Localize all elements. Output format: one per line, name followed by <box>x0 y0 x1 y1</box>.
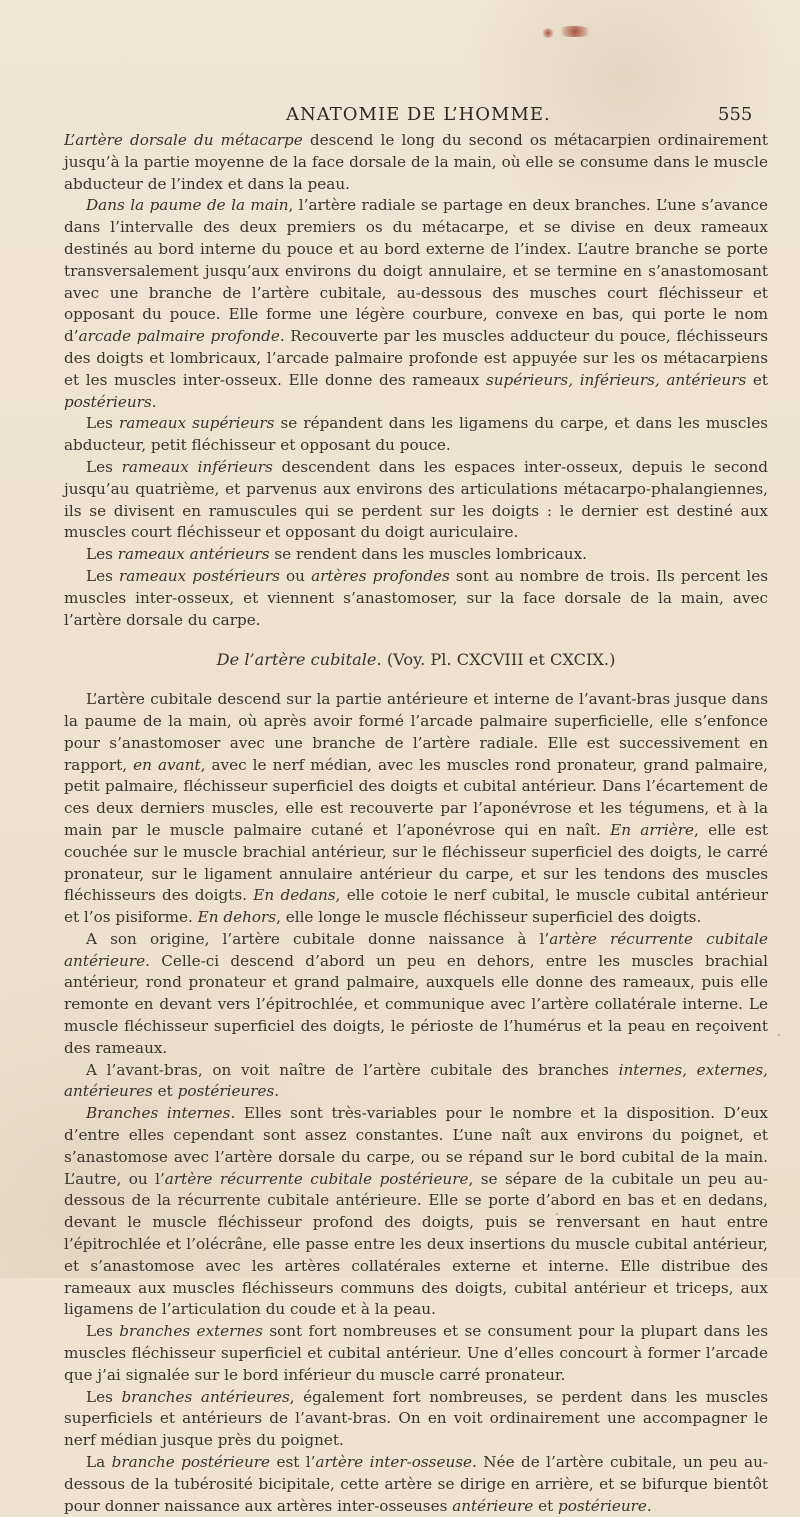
text-run: , l’artère radiale se partage en deux branches. L’une s’avance dans l’intervalle des deux premiers os du métacarpe, et se divise en deux rameaux destinés au bord interne du pouce et au bord externe de l’index. L’autre branche se porte transversalement jusqu’aux environs du doigt annulaire, et se termine en s’anastomosant avec une branche de l’artère cubitale, au-dessous des musches court fléchisseur et opposant du pouce. Elle forme une légère courbure, convexe en bas, qui porte le nom d’ <box>64 196 768 346</box>
text-run: . Elles sont très-variables pour le nombre et la disposition. D’eux d’entre elles cependant sont assez constantes. L’une naît aux environs du poignet, et s’anastomose avec l’artère dorsale du carpe, ou se répand sur le bord cubital de la main. L’autre, ou l’ <box>64 1104 768 1188</box>
paragraph <box>64 1452 768 1517</box>
paragraph <box>64 457 768 544</box>
italic-text: artères profondes <box>311 566 450 585</box>
text-run: Les <box>86 457 122 476</box>
text-run: , avec le nerf médian, avec les muscles rond pronateur, grand palmaire, petit palmaire, fléchisseur superficiel des doigts et cubital antérieur. Dans l’écartement de ces deux derniers muscles, elle est recouverte par l’aponévrose et les tégumens, et à la main par le muscle palmaire cutané et l’aponévrose qui en naît. <box>64 755 769 839</box>
text-run: et <box>746 370 769 389</box>
italic-text: arcade palmaire profonde <box>78 327 280 346</box>
text-run: se rendent dans les muscles lombricaux. <box>269 545 587 564</box>
italic-text: branche postérieure <box>111 1453 271 1472</box>
paragraph <box>64 1103 768 1321</box>
paragraph <box>64 195 768 413</box>
text-run: , se sépare de la cubitale un peu au-dessous de la récurrente cubitale antérieure. Elle se porte d’abord en bas et en dedans, devant le muscle fléchisseur profond des doigts, puis se renversant en haut entre l’épitrochlée et l’olécrâne, elle passe entre les deux insertions du muscle cubital antérieur, et s’anastomose avec les artères collatérales externe et interne. Elle distribue des rameaux aux muscles fléchisseurs communs des doigts, cubital antérieur et triceps, aux ligamens de l’articulation du coude et à la peau. <box>64 1169 768 1319</box>
italic-text: rameaux postérieurs <box>118 566 280 585</box>
text-run: Les <box>86 1387 122 1406</box>
italic-text: postérieures <box>177 1082 275 1101</box>
italic-text: antérieure <box>452 1496 534 1515</box>
paragraph <box>64 689 768 929</box>
text-run: Les <box>86 414 119 433</box>
text-run: sont au nombre de trois. Ils percent les muscles inter-osseux, et viennent s’anastomoser, sur la face dorsale de la main, avec l’artère dorsale du carpe. <box>64 566 769 629</box>
text-run: descend le long du second os métacarpien ordinairement jusqu’à la partie moyenne de la face dorsale de la main, où elle se consume dans le muscle abducteur de l’index et dans la peau. <box>64 131 769 193</box>
paragraph <box>64 544 768 566</box>
text-run: . Recouverte par les muscles adducteur du pouce, fléchisseurs des doigts et lombricaux, l’arcade palmaire profonde est appuyée sur les os métacarpiens et les muscles inter-osseux. Elle donne des rameaux <box>64 327 768 389</box>
text-run: , elle cotoie le nerf cubital, le muscle cubital antérieur et l’os pisiforme. <box>64 886 768 927</box>
italic-text: L’artère dorsale du métacarpe <box>64 131 303 149</box>
running-head: ANATOMIE DE L’HOMME. <box>286 104 551 125</box>
italic-text: En arrière <box>610 820 694 839</box>
italic-text: artère inter-osseuse <box>315 1453 473 1472</box>
italic-text: rameaux antérieurs <box>117 545 270 564</box>
text-run: L’artère cubitale descend sur la partie antérieure et interne de l’avant-bras jusque dans la paume de la main, où après avoir formé l’arcade palmaire superficielle, elle s’enfonce pour s’anastomoser avec une branche de l’artère radiale. Elle est successivement en rapport, <box>64 690 768 774</box>
text-run: sont fort nombreuses et se consument pour la plupart dans les muscles fléchisseur superficiel et cubital antérieur. Une d’elles concourt à former l’arcade que j’ai signalée sur le bord inférieur du muscle carré pronateur. <box>64 1322 768 1384</box>
text-run: Les <box>86 545 118 564</box>
text-run: A son origine, l’artère cubitale donne naissance à l’ <box>86 929 550 948</box>
paragraph <box>64 130 768 195</box>
italic-text: De l’artère cubitale <box>216 650 377 670</box>
text-run: . <box>151 392 157 411</box>
italic-text: supérieurs, inférieurs, antérieurs <box>485 370 747 389</box>
text-run: . <box>274 1082 280 1101</box>
text-run: Les <box>86 1322 120 1341</box>
section-heading <box>64 649 768 671</box>
paragraph <box>64 566 768 631</box>
ink-stain-mark <box>542 28 554 38</box>
italic-text: artère récurrente cubitale postérieure <box>164 1169 469 1188</box>
italic-text: postérieure <box>558 1496 647 1515</box>
italic-text: internes, externes, antérieures <box>64 1060 768 1101</box>
text-run: et <box>533 1496 559 1515</box>
paragraph <box>64 929 768 1060</box>
italic-text: branches antérieures <box>121 1387 290 1406</box>
text-run: , elle est couchée sur le muscle brachial antérieur, sur le fléchisseur superficiel des doigts, le carré pronateur, sur le ligament annulaire antérieur du carpe, et sur les tendons des muscles fléchisseurs des doigts. <box>64 820 768 905</box>
text-run: Les <box>86 566 119 585</box>
text-run: descendent dans les espaces inter-osseux, depuis le second jusqu’au quatrième, et parvenus aux environs des articulations métacarpo-phalangiennes, ils se divisent en ramuscules qui se perdent sur les doigts : le dernier est destiné aux muscles court fléchisseur et opposant du doigt auriculaire. <box>64 457 768 542</box>
italic-text: rameaux inférieurs <box>121 457 273 476</box>
paragraph <box>64 1321 768 1386</box>
ink-stain-mark <box>556 26 594 37</box>
text-run: . <box>646 1496 652 1515</box>
page-number: 555 <box>718 104 753 125</box>
paragraph <box>64 1387 768 1452</box>
page-header <box>0 104 800 128</box>
italic-text: branches externes <box>119 1322 263 1341</box>
italic-text: En dehors <box>197 908 277 927</box>
text-run: A l’avant-bras, on voit naître de l’artère cubitale des branches <box>86 1060 619 1079</box>
text-run: est l’ <box>270 1453 316 1472</box>
paper-speck <box>556 1213 558 1215</box>
text-run: , elle longe le muscle fléchisseur superficiel des doigts. <box>276 908 702 927</box>
text-run: et <box>152 1082 178 1101</box>
text-run: , également fort nombreuses, se perdent dans les muscles superficiels et antérieurs de l’avant-bras. On en voit ordinairement une accompagner le nerf médian jusque près du poignet. <box>64 1387 769 1450</box>
text-run: La <box>86 1453 112 1472</box>
italic-text: rameaux supérieurs <box>118 414 275 433</box>
text-run: se répandent dans les ligamens du carpe, et dans les muscles abducteur, petit fléchisseur et opposant du pouce. <box>64 414 768 455</box>
italic-text: en avant <box>133 755 201 774</box>
italic-text: artère récurrente cubitale antérieure <box>64 929 768 970</box>
paper-speck <box>90 460 92 462</box>
text-run: . Celle-ci descend d’abord un peu en dehors, entre les muscles brachial antérieur, rond pronateur et grand palmaire, auxquels elle donne des rameaux, puis elle remonte en devant vers l’épitrochlée, et communique avec l’artère collatérale interne. Le muscle fléchisseur superficiel des doigts, le périoste de l’humérus et la peau en reçoivent des rameaux. <box>64 951 768 1057</box>
text-run: ou <box>279 566 312 585</box>
text-run: . (Voy. Pl. CXCVIII et CXCIX.) <box>376 650 616 670</box>
paragraph <box>64 413 768 457</box>
italic-text: En dedans <box>253 886 336 905</box>
italic-text: Dans la paume de la main <box>86 196 289 215</box>
italic-text: Branches internes <box>86 1104 231 1123</box>
italic-text: postérieurs <box>64 392 152 411</box>
paper-speck <box>778 1034 780 1036</box>
body-text <box>64 130 768 1517</box>
text-run: . Née de l’artère cubitale, un peu au-dessous de la tubérosité bicipitale, cette artère se dirige en arrière, et se bifurque bientôt pour donner naissance aux artères inter-osseuses <box>64 1453 769 1515</box>
paragraph <box>64 1060 768 1104</box>
